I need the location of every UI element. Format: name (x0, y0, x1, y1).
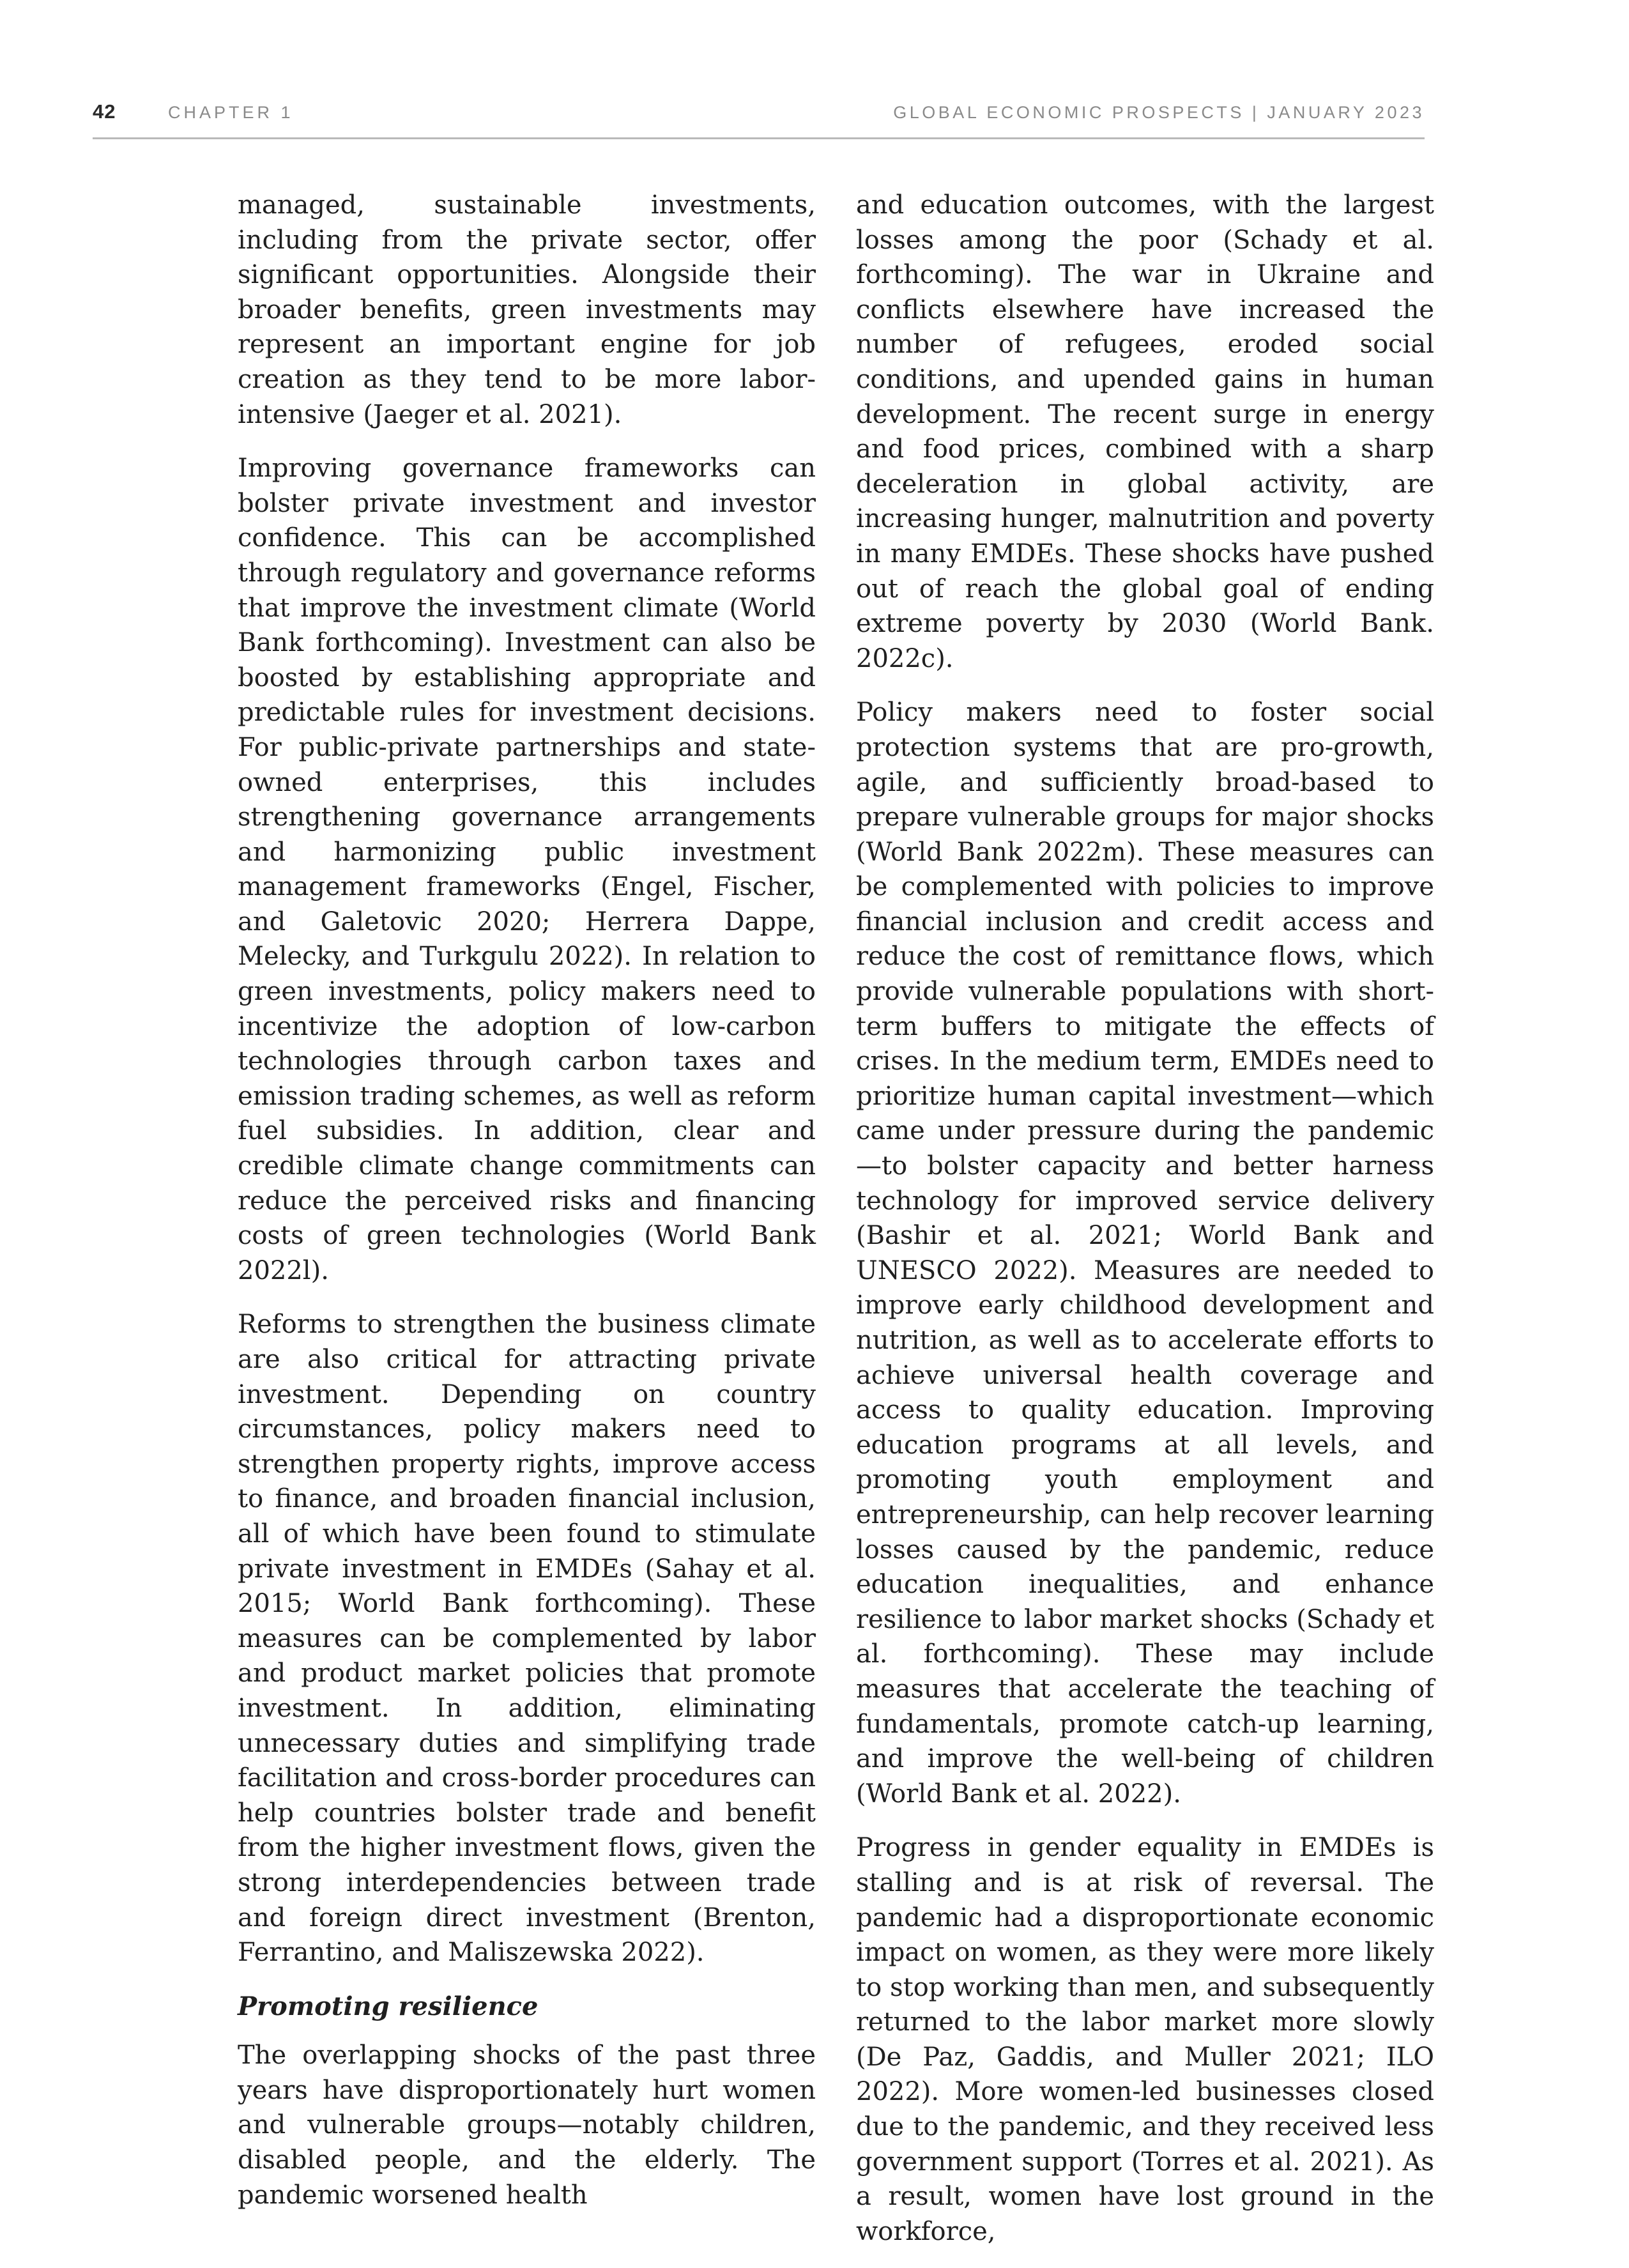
publication-title: GLOBAL ECONOMIC PROSPECTS | JANUARY 2023 (893, 103, 1425, 122)
paragraph: managed, sustainable investments, including from the private sector, offer significant opportunities. Alongside their broader benefits, green investments may represent an important engine for job creation as they tend to be more labor-intensive (Jaeger et al. 2021). (238, 190, 816, 429)
page-number: 42 (93, 100, 116, 123)
paragraph: and education outcomes, with the largest losses among the poor (Schady et al. forthcoming). The war in Ukraine and conflicts elsewhere have increased the number of refugees, eroded social conditions, and upended gains in human development. The recent surge in energy and food prices, combined with a sharp deceleration in global activity, are increasing hunger, malnutrition and poverty in many EMDEs. These shocks have pushed out of reach the global goal of ending extreme poverty by 2030 (World Bank. 2022c). (856, 190, 1434, 673)
page-header (93, 99, 1425, 139)
paragraph: Policy makers need to foster social protection systems that are pro-growth, agile, and sufficiently broad-based to prepare vulnerable groups for major shocks (World Bank 2022m). These measures can be complemented with policies to improve financial inclusion and credit access and reduce the cost of remittance flows, which provide vulnerable populations with short-term buffers to mitigate the effects of crises. In the medium term, EMDEs need to prioritize human capital investment—which came under pressure during the pandemic—to bolster capacity and better harness technology for improved service delivery (Bashir et al. 2021; World Bank and UNESCO 2022). Measures are needed to improve early childhood development and nutrition, as well as to accelerate efforts to achieve universal health coverage and access to quality education. Improving education programs at all levels, and promoting youth employment and entrepreneurship, can help recover learning losses caused by the pandemic, reduce education inequalities, and enhance resilience to labor market shocks (Schady et al. forthcoming). These may include measures that accelerate the teaching of fundamentals, promote catch-up learning, and improve the well-being of children (World Bank et al. 2022). (856, 698, 1434, 1809)
chapter-label: CHAPTER 1 (168, 103, 294, 122)
paragraph: The overlapping shocks of the past three years have disproportionately hurt women and vulnerable groups—notably children, disabled people, and the elderly. The pandemic worsened health (238, 2041, 816, 2210)
section-subheading: Promoting resilience (238, 1991, 539, 2021)
paragraph: Progress in gender equality in EMDEs is stalling and is at risk of reversal. The pandemic had a disproportionate economic impact on women, as they were more likely to stop working than men, and subsequently returned to the labor market more slowly (De Paz, Gaddis, and Muller 2021; ILO 2022). More women-led businesses closed due to the pandemic, and they received less government support (Torres et al. 2021). As a result, women have lost ground in the workforce, (856, 1833, 1434, 2246)
paragraph: Improving governance frameworks can bolster private investment and investor confidence. This can be accomplished through regulatory and governance reforms that improve the investment climate (World Bank forthcoming). Investment can also be boosted by establishing appropriate and predictable rules for investment decisions. For public-private partnerships and state-owned enterprises, this includes strengthening governance arrangements and harmonizing public investment management frameworks (Engel, Fischer, and Galetovic 2020; Herrera Dappe, Melecky, and Turkgulu 2022). In relation to green investments, policy makers need to incentivize the adoption of low-carbon technologies through carbon taxes and emission trading schemes, as well as reform fuel subsidies. In addition, clear and credible climate change commitments can reduce the perceived risks and financing costs of green technologies (World Bank 2022l). (238, 454, 816, 1285)
paragraph: Reforms to strengthen the business climate are also critical for attracting private investment. Depending on country circumstances, policy makers need to strengthen property rights, improve access to finance, and broaden financial inclusion, all of which have been found to stimulate private investment in EMDEs (Sahay et al. 2015; World Bank forthcoming). These measures can be complemented by labor and product market policies that promote investment. In addition, eliminating unnecessary duties and simplifying trade facilitation and cross-border procedures can help countries bolster trade and benefit from the higher investment flows, given the strong interdependencies between trade and foreign direct investment (Brenton, Ferrantino, and Maliszewska 2022). (238, 1310, 816, 1968)
left-column (238, 188, 816, 2232)
right-column (856, 188, 1434, 2268)
